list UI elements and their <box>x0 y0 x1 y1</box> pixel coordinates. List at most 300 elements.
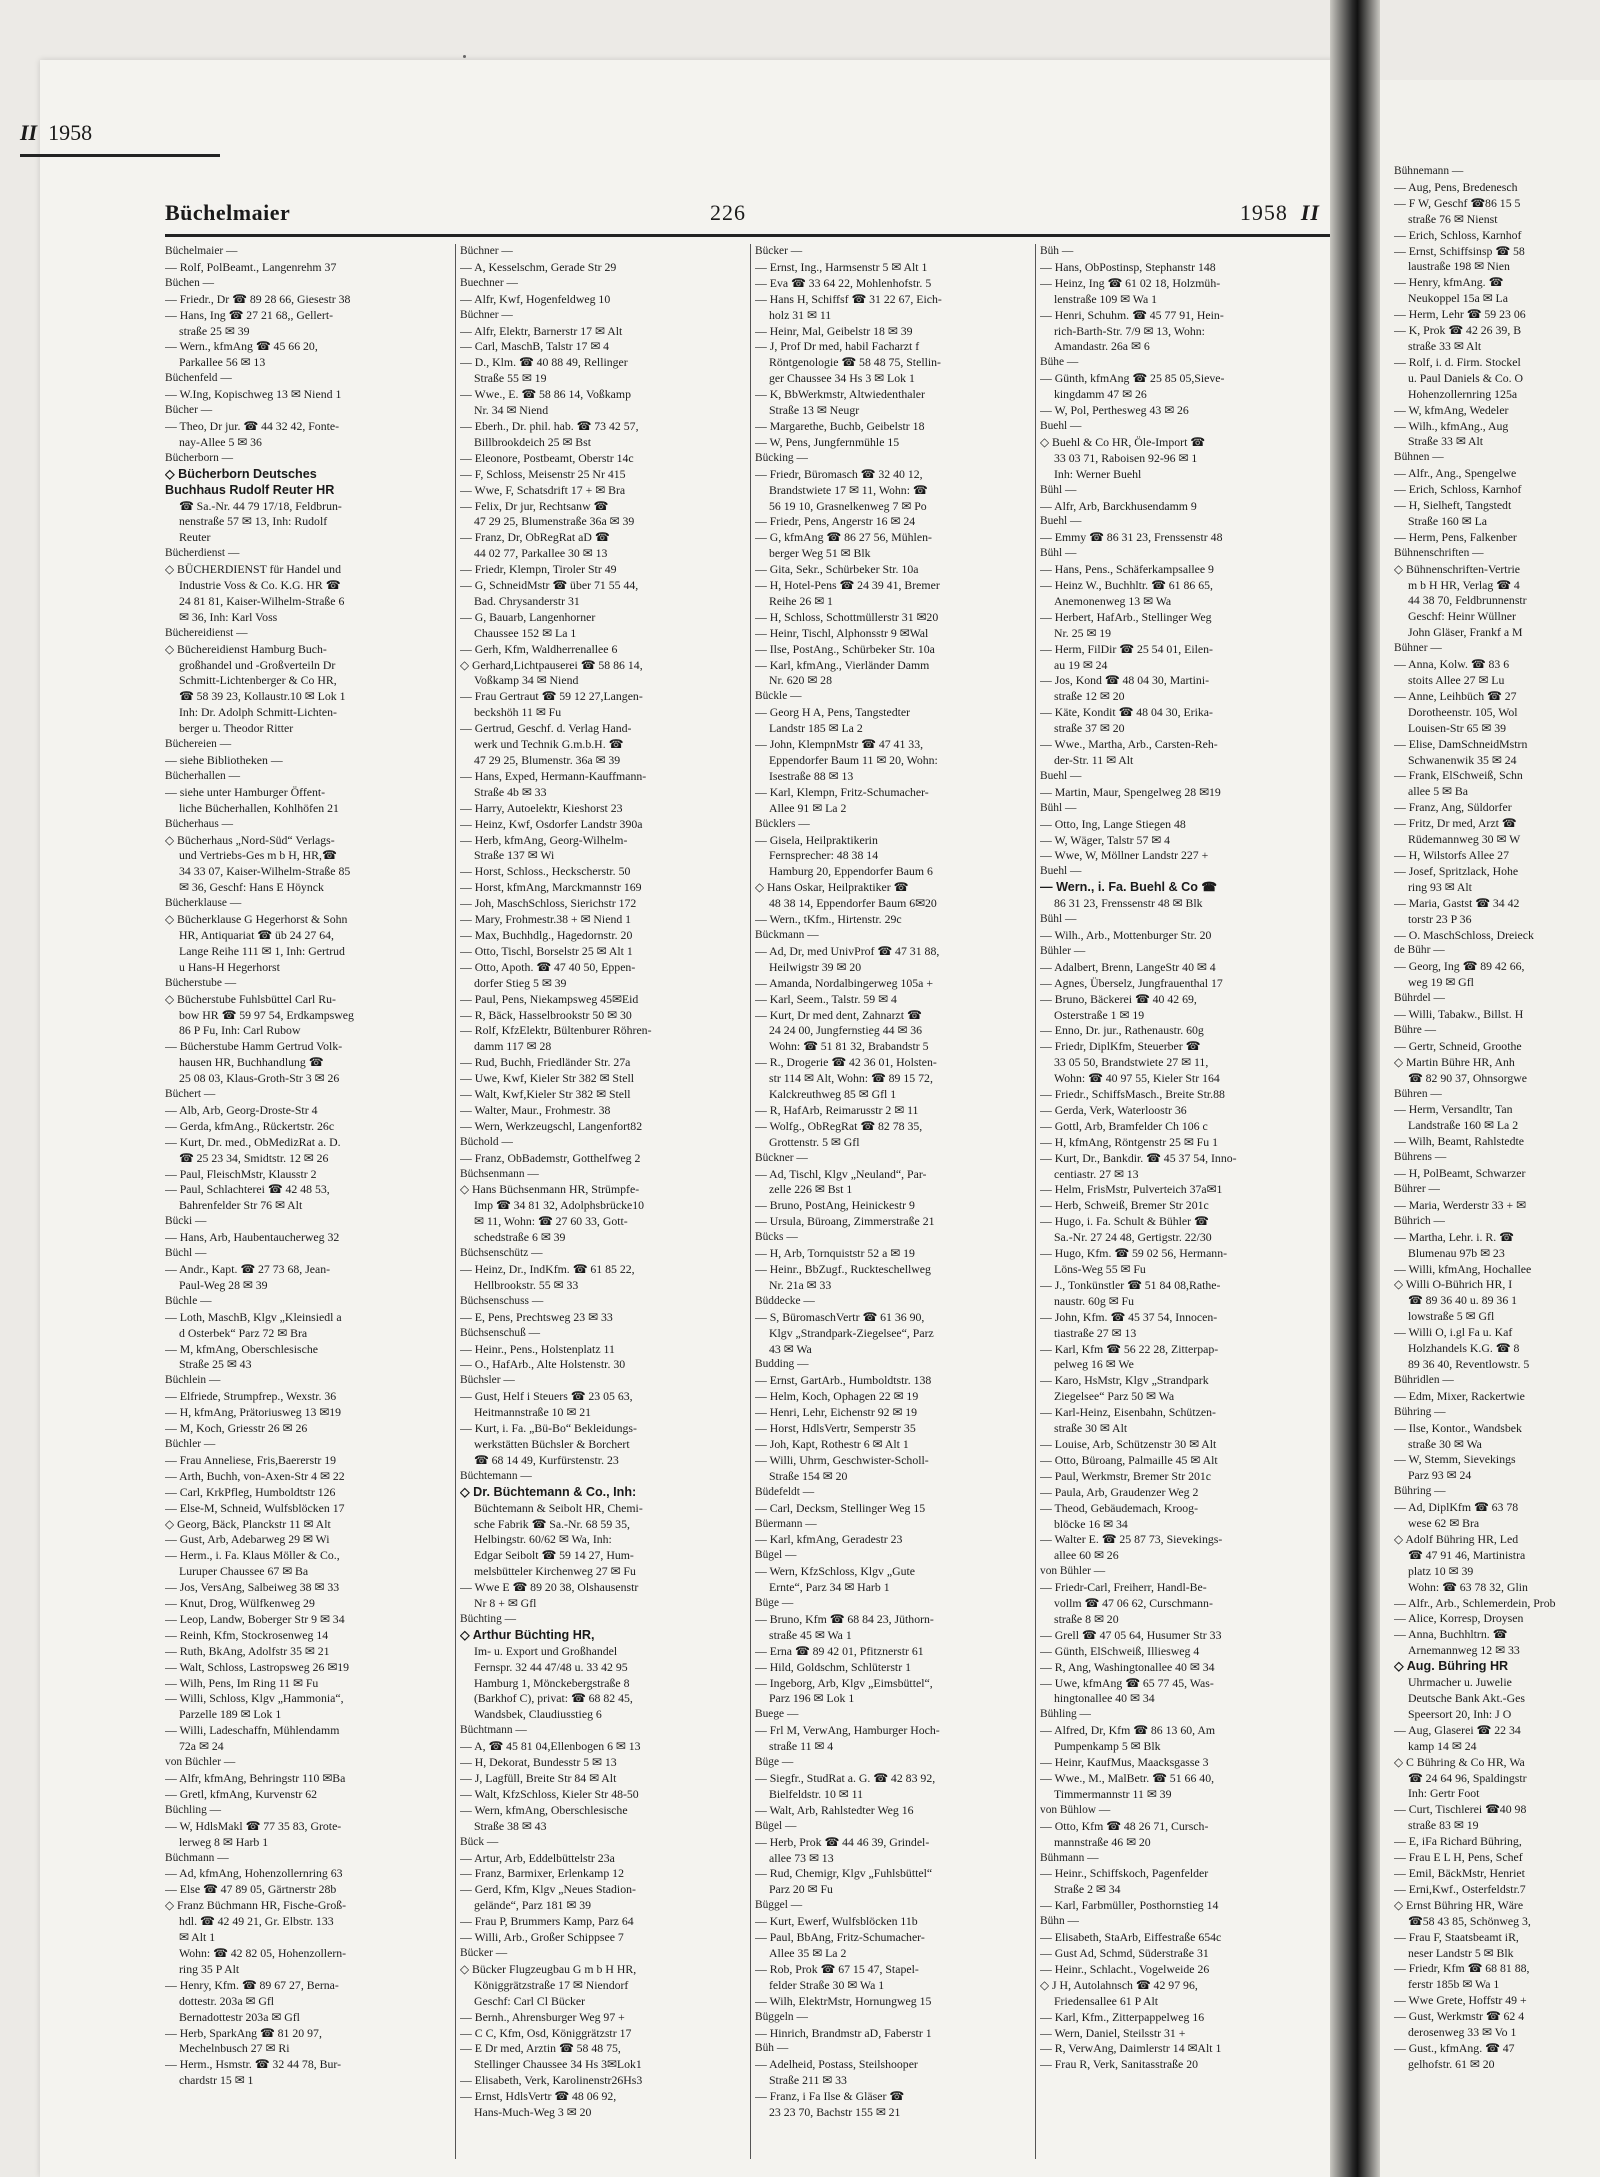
directory-heading: von Bühler — <box>1040 1565 1106 1578</box>
directory-entry-line: — Wwe, F, Schatsdrift 17 + ✉ Bra <box>460 482 626 497</box>
directory-entry-line: — Walt, KfzSchloss, Kieler Str 48-50 <box>460 1786 639 1801</box>
directory-entry-line: Nr. 21a ✉ 33 <box>769 1277 832 1292</box>
directory-entry-line: weg 19 ✉ Gfl <box>1408 975 1474 990</box>
directory-entry-line: liche Bücherhallen, Kohlhöfen 21 <box>179 800 339 815</box>
directory-entry-line: — H, PolBeamt, Schwarzer <box>1394 1166 1526 1181</box>
directory-heading: Bühre — <box>1394 1023 1437 1036</box>
directory-heading: Bühring — <box>1394 1485 1446 1498</box>
directory-entry-line: — Herm, Versandltr, Tan <box>1394 1102 1513 1117</box>
directory-heading: Bücker — <box>755 245 803 257</box>
directory-entry-line: — Henry, kfmAng. ☎ <box>1394 275 1504 290</box>
directory-entry-line: — W, HdlsMakl ☎ 77 35 83, Grote- <box>165 1818 342 1833</box>
directory-entry-line: Parz 20 ✉ Fu <box>769 1882 833 1897</box>
directory-entry-line: Billbrookdeich 25 ✉ Bst <box>474 434 592 449</box>
directory-heading: de Bühr — <box>1394 944 1445 957</box>
directory-entry-line: 33 05 50, Brandstwiete 27 ✉ 11, <box>1054 1055 1209 1070</box>
directory-entry-line: — Elisabeth, StaArb, Eiffestraße 654c <box>1040 1930 1222 1945</box>
directory-entry-line: — Theod, Gebäudemach, Kroog- <box>1040 1500 1199 1515</box>
directory-entry-line: — Anne, Leihbüch ☎ 27 <box>1394 688 1517 703</box>
directory-entry-line: — Heinz, Ing ☎ 61 02 18, Holzmüh- <box>1040 275 1221 290</box>
directory-entry-line: Parkallee 56 ✉ 13 <box>179 355 266 370</box>
directory-entry-line: — E, iFa Richard Bühring, <box>1394 1834 1522 1849</box>
directory-entry-line: — Frank, ElSchweiß, Schn <box>1394 768 1523 783</box>
directory-heading: Bühl — <box>1040 801 1077 814</box>
directory-entry-line: ◇ J H, Autolahnsch ☎ 42 97 96, <box>1040 1977 1198 1992</box>
directory-entry-line: Stellinger Chaussee 34 Hs 3✉Lok1 <box>474 2057 642 2072</box>
directory-entry-line: kamp 14 ✉ 24 <box>1408 1738 1477 1753</box>
directory-entry-line: Straße 38 ✉ 43 <box>474 1818 547 1833</box>
directory-entry-line: ferstr 185b ✉ Wa 1 <box>1408 1977 1500 1992</box>
directory-entry-line: Straße 154 ✉ 20 <box>769 1468 848 1483</box>
directory-entry-line: — Gertrud, Geschf. d. Verlag Hand- <box>460 721 632 736</box>
directory-entry-line: straße 8 ✉ 20 <box>1054 1611 1119 1626</box>
directory-heading: Buege — <box>755 1708 799 1721</box>
directory-entry-line: Wohn: ☎ 42 82 05, Hohenzollern- <box>179 1945 347 1960</box>
directory-entry-line: straße 30 ✉ Alt <box>1054 1421 1128 1436</box>
directory-entry-line: — Ad, Dr, med UnivProf ☎ 47 31 88, <box>755 943 940 958</box>
directory-entry-line: — Carl, KrkPfleg, Humboldtstr 126 <box>165 1484 336 1499</box>
directory-entry-line: — Amanda, Nordalbingerweg 105a + <box>755 975 933 990</box>
directory-entry-line: — Hugo, Kfm. ☎ 59 02 56, Hermann- <box>1040 1246 1228 1261</box>
directory-entry-line: hausen HR, Buchhandlung ☎ <box>179 1055 324 1070</box>
directory-entry-line: Hamburg 1, Mönckebergstraße 8 <box>474 1675 630 1690</box>
directory-entry-line: — Alice, Korresp, Droysen <box>1394 1611 1524 1626</box>
directory-entry-line: Hamburg 20, Eppendorfer Baum 6 <box>769 864 933 879</box>
directory-entry-line: d Osterbek“ Parz 72 ✉ Bra <box>179 1325 308 1340</box>
directory-entry-line: Wohn: ☎ 63 78 32, Glin <box>1408 1579 1528 1594</box>
directory-heading: Bühler — <box>1040 944 1086 957</box>
right-year-label: 1958 <box>48 120 93 145</box>
directory-heading: Bühmann — <box>1040 1851 1099 1864</box>
column-divider <box>1035 244 1036 2159</box>
directory-entry-line: — Henri, Lehr, Eichenstr 92 ✉ 19 <box>755 1405 918 1420</box>
directory-entry-line: — Hans H, Schiffsf ☎ 31 22 67, Eich- <box>755 291 942 306</box>
directory-entry-line: Arnemannweg 12 ✉ 33 <box>1408 1643 1520 1658</box>
directory-entry-line: — Gust, Werkmstr ☎ 62 4 <box>1394 2009 1525 2024</box>
directory-entry-line: — Hugo, i. Fa. Schult & Bühler ☎ <box>1040 1214 1209 1229</box>
directory-entry-line: — Otto, Apoth. ☎ 47 40 50, Eppen- <box>460 959 636 974</box>
directory-entry-line: straße 33 ✉ Alt <box>1408 338 1482 353</box>
directory-entry-line: Rüdemannweg 30 ✉ W <box>1408 832 1521 847</box>
directory-heading: Bücherklause — <box>165 897 242 910</box>
directory-entry-line: — H, Arb, Tornquiststr 52 a ✉ 19 <box>755 1246 915 1261</box>
directory-entry-line: — Rolf, KfzElektr, Bültenburer Röhren- <box>460 1023 652 1038</box>
directory-column-2 <box>460 244 745 2164</box>
directory-entry-line: Dorotheenstr. 105, Wol <box>1408 704 1518 719</box>
directory-entry-line: melsbütteler Kirchenweg 27 ✉ Fu <box>474 1564 636 1579</box>
directory-entry-line: — Arth, Buchh, von-Axen-Str 4 ✉ 22 <box>165 1468 345 1483</box>
directory-heading: Büchl — <box>165 1247 207 1260</box>
directory-heading: Büchner — <box>460 245 513 257</box>
directory-entry-line: lerweg 8 ✉ Harb 1 <box>179 1834 269 1849</box>
directory-heading: Bührens — <box>1394 1151 1447 1164</box>
directory-entry-line: Reihe 26 ✉ 1 <box>769 593 833 608</box>
directory-entry-line: großhandel und -Großverteiln Dr <box>179 657 336 672</box>
directory-entry-line: — Willi, Ladeschaffn, Mühlendamm <box>165 1723 340 1738</box>
directory-entry-line: Nr. 25 ✉ 19 <box>1054 625 1112 640</box>
directory-heading: Bühner — <box>1394 642 1442 655</box>
directory-entry-line: — Kurt, Dr med dent, Zahnarzt ☎ <box>755 1007 922 1022</box>
directory-entry-line: und Vertriebs-Ges m b H, HR,☎ <box>179 848 337 863</box>
directory-entry-line: Imp ☎ 34 81 32, Adolphsbrücke10 <box>474 1198 645 1213</box>
directory-entry-line: Straße 25 ✉ 43 <box>179 1357 252 1372</box>
directory-entry-line: — John, Kfm. ☎ 45 37 54, Innocen- <box>1040 1309 1218 1324</box>
directory-entry-line: — R, VerwAng, Daimlerstr 14 ✉Alt 1 <box>1040 2041 1222 2056</box>
directory-entry-line: — Maria, Werderstr 33 + ✉ <box>1394 1197 1526 1212</box>
directory-entry-line: — Horst, kfmAng, Marckmannstr 169 <box>460 880 642 895</box>
directory-entry-line: Brandstwiete 17 ✉ 11, Wohn: ☎ <box>769 482 928 497</box>
directory-entry-line: Wandsbek, Claudiusstieg 6 <box>474 1707 602 1722</box>
directory-entry-line: — Agnes, Überselz, Jungfrauenthal 17 <box>1040 975 1223 990</box>
directory-entry-line: — siehe unter Hamburger Öffent- <box>165 784 326 799</box>
directory-entry-line: Friedensallee 61 P Alt <box>1054 1993 1159 2008</box>
directory-entry-line: 34 33 07, Kaiser-Wilhelm-Straße 85 <box>179 864 351 879</box>
directory-heading: Bühl — <box>1040 913 1077 926</box>
directory-entry-line: — Aug, Pens, Bredenesch <box>1394 179 1518 194</box>
directory-entry-line: — K, Prok ☎ 42 26 39, B <box>1394 323 1522 338</box>
directory-entry-line: wese 62 ✉ Bra <box>1408 1516 1480 1531</box>
directory-entry-line: — Karo, HsMstr, Klgv „Strandpark <box>1040 1373 1209 1388</box>
directory-entry-line: — Karl, Kfm ☎ 56 22 28, Zitterpap- <box>1040 1341 1219 1356</box>
directory-entry-line: — Henri, Schuhm. ☎ 45 77 91, Hein- <box>1040 307 1224 322</box>
directory-entry-line: — Ilse, PostAng., Schürbeker Str. 10a <box>755 641 935 656</box>
directory-entry-line: Straße 211 ✉ 33 <box>769 2073 847 2088</box>
directory-entry-line: Geschf: Heinr Wüllner <box>1408 609 1516 624</box>
directory-entry-line: — A, ☎ 45 81 04,Ellenbogen 6 ✉ 13 <box>460 1739 641 1754</box>
directory-heading: Bühn — <box>1040 1915 1079 1928</box>
directory-entry-line: — Adalbert, Brenn, LangeStr 40 ✉ 4 <box>1040 959 1216 974</box>
directory-entry-line: — Käte, Kondit ☎ 48 04 30, Erika- <box>1040 705 1213 720</box>
directory-entry-line: ◇ Büchereidienst Hamburg Buch- <box>165 641 327 656</box>
directory-entry-line: ring 35 P Alt <box>179 1961 240 1976</box>
directory-entry-line: Blumenau 97b ✉ 23 <box>1408 1245 1505 1260</box>
directory-entry-line: ◇ Bücherborn Deutsches <box>165 466 317 481</box>
directory-entry-line: — Loth, MaschB, Klgv „Kleinsiedl a <box>165 1309 342 1324</box>
directory-entry-line: — S, BüromaschVertr ☎ 61 36 90, <box>755 1309 925 1324</box>
directory-entry-line: ◇ Bücherklause G Hegerhorst & Sohn <box>165 912 348 927</box>
directory-entry-line: berger u. Theodor Ritter <box>179 721 294 736</box>
directory-entry-line: — Wwe E ☎ 89 20 38, Olshausenstr <box>460 1580 639 1595</box>
directory-entry-line: ☎ 58 39 23, Kollaustr.10 ✉ Lok 1 <box>179 689 346 704</box>
directory-heading: Büermann — <box>755 1517 817 1530</box>
directory-entry-line: — Alfr, Arb, Barckhusendamm 9 <box>1040 498 1197 513</box>
directory-entry-line: — Joh, MaschSchloss, Sierichstr 172 <box>460 896 637 911</box>
right-page-header <box>20 120 220 157</box>
directory-entry-line: platz 10 ✉ 39 <box>1408 1563 1474 1578</box>
directory-entry-line: — Wwe Grete, Hoffstr 49 + <box>1394 1993 1527 2008</box>
directory-heading: Büchold — <box>460 1135 513 1148</box>
directory-entry-line: — Martin, Maur, Spengelweg 28 ✉19 <box>1040 784 1221 799</box>
directory-entry-line: — Harry, Autoelektr, Kieshorst 23 <box>460 800 623 815</box>
directory-entry-line: kingdamm 47 ✉ 26 <box>1054 387 1147 402</box>
directory-heading: Bühnenschriften — <box>1394 546 1484 559</box>
directory-heading: Bücher — <box>165 404 213 417</box>
directory-heading: Bühring — <box>1394 1405 1446 1418</box>
directory-heading: Büchtemann — <box>460 1469 532 1482</box>
directory-entry-line: — Aug, Glaserei ☎ 22 34 <box>1394 1722 1521 1737</box>
directory-entry-line: — R, HafArb, Reimarusstr 2 ✉ 11 <box>755 1102 919 1117</box>
directory-entry-line: ◇ C Bühring & Co HR, Wa <box>1394 1754 1525 1769</box>
directory-entry-line: — Elfriede, Strumpfrep., Wexstr. 36 <box>165 1389 337 1404</box>
directory-entry-line: — H, Wilstorfs Allee 27 <box>1394 847 1509 862</box>
directory-entry-line: Kalckreuthweg 85 ✉ Gfl 1 <box>769 1087 897 1102</box>
directory-entry-line: — W, Stemm, Sievekings <box>1394 1452 1516 1467</box>
directory-entry-line: schedstraße 6 ✉ 39 <box>474 1230 566 1245</box>
directory-heading: Büchsenschuss — <box>460 1294 544 1307</box>
directory-entry-line: — Ad, DiplKfm ☎ 63 78 <box>1394 1500 1519 1515</box>
directory-entry-line: — Karl, kfmAng., Vierländer Damm <box>755 657 930 672</box>
directory-heading: Bührer — <box>1394 1183 1440 1195</box>
directory-entry-line: — Heinz, Dr., IndKfm. ☎ 61 85 22, <box>460 1262 635 1276</box>
directory-entry-line: — Theo, Dr jur. ☎ 44 32 42, Fonte- <box>165 418 340 433</box>
directory-entry-line: Eppendorfer Baum 11 ✉ 20, Wohn: <box>769 753 938 767</box>
directory-entry-line: werkstätten Büchsler & Borchert <box>474 1436 630 1451</box>
directory-entry-line: Heitmannstraße 10 ✉ 21 <box>474 1405 592 1420</box>
directory-entry-line: Parzelle 189 ✉ Lok 1 <box>179 1707 282 1722</box>
directory-entry-line: — Willi, Arb., Großer Schippsee 7 <box>460 1930 624 1945</box>
directory-entry-line: hingtonallee 40 ✉ 34 <box>1054 1691 1155 1706</box>
directory-entry-line: torstr 23 P 36 <box>1408 911 1472 926</box>
directory-entry-line: — H, kfmAng, Prätoriusweg 13 ✉19 <box>165 1405 342 1420</box>
directory-entry-line: 56 19 10, Grasnelkenweg 7 ✉ Po <box>769 498 927 513</box>
directory-entry-line: 47 29 25, Blumenstraße 36a ✉ 39 <box>474 514 635 529</box>
directory-entry-line: — Helm, Koch, Ophagen 22 ✉ 19 <box>755 1389 919 1404</box>
directory-entry-line: — Frau E L H, Pens, Schef <box>1394 1850 1523 1865</box>
directory-entry-line: — W, Wäger, Talstr 57 ✉ 4 <box>1040 832 1171 847</box>
directory-entry-line: Hellbrookstr. 55 ✉ 33 <box>474 1277 579 1292</box>
directory-entry-line: — Helm, FrisMstr, Pulverteich 37a✉1 <box>1040 1182 1223 1197</box>
directory-entry-line: — Siegfr., StudRat a. G. ☎ 42 83 92, <box>755 1771 936 1785</box>
directory-entry-line: — Bücherstube Hamm Gertrud Volk- <box>165 1039 343 1054</box>
directory-heading: Bühridlen — <box>1394 1373 1454 1386</box>
directory-heading: Büge — <box>755 1597 794 1610</box>
directory-entry-line: — Willi, Tabakw., Billst. H <box>1394 1007 1524 1022</box>
directory-entry-line: ◇ Bühnenschriften-Vertrie <box>1394 561 1521 576</box>
directory-heading: Büggeln — <box>755 2010 808 2023</box>
directory-heading: Büchert — <box>165 1088 216 1101</box>
directory-entry-line: — Franz, Barmixer, Erlenkamp 12 <box>460 1866 624 1881</box>
directory-column-3 <box>755 244 1040 2164</box>
directory-entry-line: naustr. 60g ✉ Fu <box>1054 1293 1135 1308</box>
directory-entry-line: Nr. 620 ✉ 28 <box>769 673 832 688</box>
directory-heading: Buehl — <box>1040 769 1082 782</box>
directory-entry-line: — Knut, Drog, Wülfkenweg 29 <box>165 1596 315 1611</box>
directory-entry-line: Straße 2 ✉ 34 <box>1054 1882 1121 1897</box>
directory-heading: Bückle — <box>755 690 802 703</box>
directory-entry-line: — Rolf, i. d. Firm. Stockel <box>1394 354 1521 369</box>
directory-entry-line: ◇ Buehl & Co HR, Öle-Import ☎ <box>1040 434 1205 449</box>
directory-entry-line: — Hans, ObPostinsp, Stephanstr 148 <box>1040 259 1216 274</box>
directory-heading: Bücks — <box>755 1231 798 1244</box>
directory-entry-line: — Ernst, HdlsVertr ☎ 48 06 92, <box>460 2089 617 2104</box>
directory-entry-line: holz 31 ✉ 11 <box>769 307 832 322</box>
directory-heading: Büchling — <box>165 1803 222 1816</box>
directory-entry-line: 44 02 77, Parkallee 30 ✉ 13 <box>474 546 608 561</box>
directory-heading: Buehl — <box>1040 419 1082 432</box>
directory-entry-line: — Wern, Werkzeugschl, Langenfort82 <box>460 1118 643 1133</box>
directory-entry-line: — Otto, Kfm ☎ 48 26 71, Cursch- <box>1040 1818 1209 1833</box>
directory-entry-line: tiastraße 27 ✉ 13 <box>1054 1325 1137 1340</box>
directory-entry-line: berger Weg 51 ✉ Blk <box>769 546 871 561</box>
directory-heading: Bühe — <box>1040 356 1079 369</box>
directory-entry-line: 23 23 70, Bachstr 155 ✉ 21 <box>769 2105 901 2120</box>
directory-entry-line: — Elisabeth, Verk, Karolinenstr26Hs3 <box>460 2073 643 2088</box>
directory-entry-line: — O. MaschSchloss, Dreieck <box>1394 927 1534 942</box>
directory-heading: Buehl — <box>1040 865 1082 878</box>
directory-entry-line: — Erich, Schloss, Karnhof <box>1394 227 1522 242</box>
directory-entry-line: rich-Barth-Str. 7/9 ✉ 13, Wohn: <box>1054 323 1205 338</box>
directory-entry-line: — F, Schloss, Meisenstr 25 Nr 415 <box>460 466 626 481</box>
directory-entry-line: zelle 226 ✉ Bst 1 <box>769 1182 853 1197</box>
directory-entry-line: u Hans-H Hegerhorst <box>179 959 280 974</box>
directory-entry-line: pelweg 16 ✉ We <box>1054 1357 1134 1372</box>
right-volume-label: II <box>20 120 38 145</box>
directory-entry-line: Klgv „Strandpark-Ziegelsee“, Parz <box>769 1325 934 1340</box>
directory-entry-line: straße 25 ✉ 39 <box>179 323 250 338</box>
directory-entry-line: — Herb, Schweiß, Bremer Str 201c <box>1040 1198 1209 1213</box>
directory-entry-line: — M, Koch, Griesstr 26 ✉ 26 <box>165 1421 308 1436</box>
directory-entry-line: Schmitt-Lichtenberger & Co HR, <box>179 673 337 688</box>
directory-entry-line: — Ingeborg, Arb, Klgv „Eimsbüttel“, <box>755 1675 933 1690</box>
directory-entry-line: 33 03 71, Raboisen 92-96 ✉ 1 <box>1054 450 1198 465</box>
directory-entry-line: — R, Bäck, Hasselbrookstr 50 ✉ 30 <box>460 1007 632 1022</box>
directory-entry-line: 89 36 40, Reventlowstr. 5 <box>1408 1356 1530 1371</box>
directory-entry-line: — Friedr, Büromasch ☎ 32 40 12, <box>755 466 923 481</box>
directory-entry-line: — Gerda, Verk, Waterloostr 36 <box>1040 1102 1187 1117</box>
directory-entry-line: ◇ Bücherhaus „Nord-Süd“ Verlags- <box>165 832 335 847</box>
directory-heading: Büh — <box>755 2042 789 2055</box>
directory-entry-line: — Maria, Gastst ☎ 34 42 <box>1394 895 1520 910</box>
directory-entry-line: — Gust, Arb, Adebarweg 29 ✉ Wi <box>165 1532 330 1547</box>
directory-entry-line: — J., Tonkünstler ☎ 51 84 08,Rathe- <box>1040 1277 1221 1292</box>
directory-entry-line: gelhofstr. 61 ✉ 20 <box>1408 2056 1495 2071</box>
directory-entry-line: — O., HafArb., Alte Holstenstr. 30 <box>460 1357 626 1372</box>
directory-heading: Bühl — <box>1040 547 1077 560</box>
directory-heading: Bücherdienst — <box>165 547 240 560</box>
directory-entry-line: — Mary, Frohmestr.38 + ✉ Niend 1 <box>460 912 632 927</box>
directory-entry-line: — Ad, kfmAng, Hohenzollernring 63 <box>165 1866 343 1881</box>
directory-entry-line: — Wilh, Pens, Im Ring 11 ✉ Fu <box>165 1675 319 1690</box>
directory-entry-line: — Heinr., Schiffskoch, Pagenfelder <box>1040 1866 1209 1881</box>
directory-entry-line: — Wilh, Beamt, Rahlstedte <box>1394 1134 1525 1149</box>
directory-entry-line: Nr 8 + ✉ Gfl <box>474 1596 537 1611</box>
directory-heading: Bührdel — <box>1394 992 1445 1005</box>
directory-entry-line: — Frau Anneliese, Fris,Baererstr 19 <box>165 1452 337 1467</box>
directory-entry-line: — Reinh, Kfm, Stockrosenweg 14 <box>165 1627 329 1642</box>
directory-heading: Büchereidienst — <box>165 626 248 639</box>
directory-entry-line: — Ilse, Kontor., Wandsbek <box>1394 1420 1522 1435</box>
directory-entry-line: werk und Technik G.m.b.H. ☎ <box>474 737 624 752</box>
directory-entry-line: — Ernst, Schiffsinsp ☎ 58 <box>1394 243 1525 258</box>
directory-heading: Büchenfeld — <box>165 372 232 385</box>
directory-entry-line: — Wern, KfzSchloss, Klgv „Gute <box>755 1564 916 1579</box>
directory-entry-line: — F W, Geschf ☎86 15 5 <box>1394 195 1521 210</box>
directory-entry-line: Deutsche Bank Akt.-Ges <box>1408 1691 1525 1705</box>
directory-entry-line: — Gretl, kfmAng, Kurvenstr 62 <box>165 1786 318 1801</box>
directory-entry-line: — Horst, Schloss., Heckscherstr. 50 <box>460 864 631 879</box>
directory-entry-line: — Friedr., Dr ☎ 89 28 66, Giesestr 38 <box>165 291 351 306</box>
directory-entry-line: — Horst, HdlsVertr, Semperstr 35 <box>755 1421 916 1436</box>
directory-entry-line: — Wern., i. Fa. Buehl & Co ☎ <box>1040 880 1218 895</box>
directory-entry-line: stoits Allee 27 ✉ Lu <box>1408 673 1505 687</box>
directory-entry-line: — Andr., Kapt. ☎ 27 73 68, Jean- <box>165 1262 331 1276</box>
directory-entry-line: — Friedr, Kfm ☎ 68 81 88, <box>1394 1961 1530 1976</box>
directory-entry-line: ☎ 82 90 37, Ohnsorgwe <box>1408 1070 1528 1085</box>
directory-heading: Bügel — <box>755 1549 797 1562</box>
directory-entry-line: Mechelnbusch 27 ✉ Ri <box>179 2041 290 2056</box>
directory-entry-line: ◇ Martin Bühre HR, Anh <box>1394 1054 1515 1069</box>
directory-entry-line: Straße 4b ✉ 33 <box>474 784 547 799</box>
directory-entry-line: — Paul, Pens, Niekampsweg 45✉Eid <box>460 991 639 1006</box>
directory-entry-line: — Heinz, Kwf, Osdorfer Landstr 390a <box>460 816 643 831</box>
directory-entry-line: HR, Antiquariat ☎ üb 24 27 64, <box>179 927 334 942</box>
directory-entry-line: — Edm, Mixer, Rackertwie <box>1394 1388 1525 1403</box>
directory-entry-line: Bielfeldstr. 10 ✉ 11 <box>769 1786 863 1801</box>
directory-entry-line: — Herb, SparkAng ☎ 81 20 97, <box>165 2025 322 2040</box>
directory-entry-line: — Erni,Kwf., Osterfeldstr.7 <box>1394 1881 1526 1896</box>
directory-entry-line: lowstraße 5 ✉ Gfl <box>1408 1309 1495 1324</box>
page-speck <box>463 55 466 58</box>
directory-entry-line: Allee 91 ✉ La 2 <box>769 800 847 815</box>
directory-entry-line: — Willi, Uhrm, Geschwister-Scholl- <box>755 1452 929 1467</box>
directory-entry-line: straße 45 ✉ Wa 1 <box>769 1627 852 1642</box>
directory-entry-line: — Emil, BäckMstr, Henriet <box>1394 1865 1525 1880</box>
directory-entry-line: — Friedr, Pens, Angerstr 16 ✉ 24 <box>755 514 916 529</box>
directory-entry-line: — John, KlempnMstr ☎ 47 41 33, <box>755 737 924 752</box>
directory-entry-line: — Else ☎ 47 89 05, Gärtnerstr 28b <box>165 1882 337 1897</box>
directory-entry-line: — Herbert, HafArb., Stellinger Weg <box>1040 609 1212 624</box>
directory-entry-line: — Hans, Arb, Haubentaucherweg 32 <box>165 1230 340 1245</box>
right-page-column <box>1394 164 1600 2084</box>
page-header <box>165 200 1330 237</box>
directory-entry-line: ☎ 24 64 96, Spaldingstr <box>1408 1770 1527 1785</box>
directory-heading: Bücklers — <box>755 817 810 830</box>
directory-entry-line: — Herb, kfmAng, Georg-Wilhelm- <box>460 832 628 847</box>
directory-entry-line: — H, Dekorat, Bundesstr 5 ✉ 13 <box>460 1755 617 1770</box>
directory-entry-line: — Franz, i Fa Ilse & Gläser ☎ <box>755 2089 905 2104</box>
directory-entry-line: 86 31 23, Frenssenstr 48 ✉ Blk <box>1054 896 1203 911</box>
directory-entry-line: Straße 33 ✉ Alt <box>1408 434 1484 449</box>
directory-entry-line: ☎ Sa.-Nr. 44 79 17/18, Feldbrun- <box>179 498 342 513</box>
running-head-name: Büchelmaier <box>165 200 291 225</box>
directory-heading: Bücherhaus — <box>165 817 234 830</box>
directory-entry-line: Timmermannstr 11 ✉ 39 <box>1054 1786 1172 1801</box>
directory-entry-line: der-Str. 11 ✉ Alt <box>1054 753 1134 767</box>
directory-entry-line: — Alfr, Kwf, Hogenfeldweg 10 <box>460 291 611 306</box>
directory-entry-line: Osterstraße 1 ✉ 19 <box>1054 1007 1145 1022</box>
directory-entry-line: — Alfred, Dr, Kfm ☎ 86 13 60, Am <box>1040 1723 1216 1738</box>
directory-entry-line: — Georg H A, Pens, Tangstedter <box>755 705 911 720</box>
directory-entry-line: — Ruth, BkAng, Adolfstr 35 ✉ 21 <box>165 1643 330 1658</box>
directory-entry-line: — Heinr., BbZugf., Ruckteschellweg <box>755 1262 931 1276</box>
volume-label: II <box>1300 200 1320 225</box>
directory-entry-line: — Anna, Buchhltrn. ☎ <box>1394 1627 1508 1642</box>
directory-entry-line: — H, Sielheft, Tangstedt <box>1394 498 1512 513</box>
directory-entry-line: — Uwe, kfmAng ☎ 65 77 45, Was- <box>1040 1675 1214 1690</box>
directory-entry-line: neser Landstr 5 ✉ Blk <box>1408 1945 1514 1960</box>
directory-entry-line: ◇ Hans Büchsenmann HR, Strümpfe- <box>460 1182 640 1197</box>
directory-entry-line: ◇ Franz Büchmann HR, Fische-Groß- <box>165 1898 347 1913</box>
directory-entry-line: — W, Pens, Jungfernmühle 15 <box>755 434 900 449</box>
directory-entry-line: Isestraße 88 ✉ 13 <box>769 768 854 783</box>
directory-entry-line: — Karl, Farbmüller, Posthornstieg 14 <box>1040 1898 1219 1913</box>
directory-entry-line: — Franz, ObBademstr, Gotthelfweg 2 <box>460 1150 641 1165</box>
directory-entry-line: — R., Drogerie ☎ 42 36 01, Holsten- <box>755 1055 937 1070</box>
directory-entry-line: — Herm, Pens, Falkenber <box>1394 529 1517 544</box>
directory-entry-line: — W.Ing, Kopischweg 13 ✉ Niend 1 <box>165 387 342 402</box>
directory-entry-line: — K, BbWerkmstr, Altwiedenthaler <box>755 387 925 402</box>
directory-entry-line: — Bruno, PostAng, Heinickestr 9 <box>755 1198 915 1213</box>
